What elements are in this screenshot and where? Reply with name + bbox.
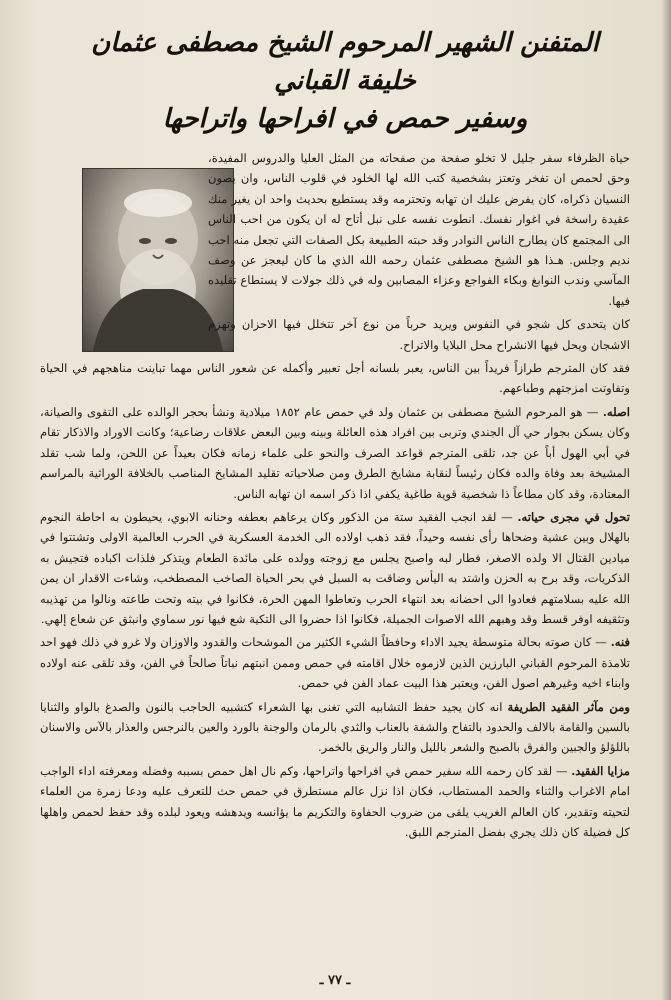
section-virtues-heading: مزايا الفقيد. xyxy=(571,763,630,778)
section-art: فنه. — كان صوته بحالة متوسطة يجيد الاداء وحافظاً الشيء الكثير من الموشحات والقدود والاوزان ولا غرو في ذلك فهو احد تلامذة المرحوم القباني البارزين الذين لازموه خلال اقامته في حمص وممن انبتهم نباتاً صالحاً في الفن، وقد تلقى عنه اولاده وابناء اخيه وغيرهم اصول الفن، ويعتبر هذا البيت عماد الفن في حمص. xyxy=(40,635,630,691)
section-turning-point-text: لقد انجب الفقيد ستة من الذكور وكان يرعاهم بعطفه وحنانه الابوي، يحيطون به احاطة النجوم بالهلال وبين عشية وضحاها رأى نفسه وحيداً، فقد ذهب اولاده الى الخدمة العسكرية في الحرب العالمية الاولى وتشتتوا في ميادين القتال الا ولده الاصغر، فطار لبه واصبح يجلس مع زوجته وولده على مائدة الطعام ويتذكر فلذات اكباده فتجيش به الذكريات، وقد برح به الحزن واشتد به اليأس وضاقت به السبل في بحر الحياة الصاخب المصطخب، وشاءت الاقدار ان يمن الله عليه بسلامتهم فعادوا الى احضانه بعد انتهاء الحرب وتعاطوا المهن الحرة، فكانوا في بيته وتحت طاعته ونالوا من تهذيبه وتثقيفه اوفر قسط وقد وهبهم الله الاصوات الجميلة، فكانوا اذا حضروا الى التكية شع فيها نور سماوي وانبثق عن شعاع إلهي. xyxy=(40,509,630,626)
intro-paragraph-2: كان يتحدى كل شجو في النفوس ويريد حرباً من نوع آخر تتخلل فيها الاحزان وتهزم الاشجان ويحل فيها الانشراح محل البلايا والاتراح. xyxy=(208,317,630,352)
section-virtues: مزايا الفقيد. — لقد كان رحمه الله سفير حمص في افراحها واتراحها، وكم نال اهل حمص بسببه وفضله ومعرفته اداء الواجب امام الاغراب والثناء والحمد المستطاب، فكان اذا نزل عالم مستطرق في حمص حث للتعرف عليه ودعا زمرة من العلماء لتحيته وتقدير، كان العالم الغريب يلقى من ضروب الحفاوة والتكريم ما يؤانسه ويدهشه ويعود لبلده وقد حفظ لحمص واهلها كل فضيلة كان ذلك يجري بفضل المترجم اللبق. xyxy=(40,763,630,839)
binding-shadow xyxy=(661,0,671,1000)
page-number: ـ ٧٧ ـ xyxy=(319,973,351,988)
section-turning-point: تحول في مجرى حياته. — لقد انجب الفقيد ستة من الذكور وكان يرعاهم بعطفه وحنانه الابوي، يحيطون به احاطة النجوم بالهلال وبين عشية وضحاها رأى نفسه وحيداً، فقد ذهب اولاده الى الخدمة العسكرية في الحرب العالمية الاولى وتشتتوا في ميادين القتال الا ولده الاصغر، فطار لبه واصبح يجلس مع زوجته وولده على مائدة الطعام ويتذكر فلذات اكباده فتجيش به الذكريات، وقد برح به الحزن واشتد به اليأس وضاقت به السبل في بحر الحياة الصاخب المصطخب، وشاءت الاقدار ان يمن الله عليه بسلامتهم فعادوا الى احضانه بعد انتهاء الحرب وتعاطوا المهن الحرة، فكانوا في بيته وتحت طاعته ونالوا من تهذيبه وتثقيفه اوفر قسط وقد وهبهم الله الاصوات الجميلة، فكانوا اذا حضروا الى التكية شع فيها نور سماوي وانبثق عن شعاع إلهي. xyxy=(40,509,631,626)
section-anecdotes xyxy=(40,697,630,758)
section-virtues-text: لقد كان رحمه الله سفير حمص في افراحها واتراحها، وكم نال اهل حمص بسببه وفضله ومعرفته اداء الواجب امام الاغراب والثناء والحمد المستطاب، فكان اذا نزل عالم مستطرق في حمص حث للتعرف عليه ودعا زمرة من العلماء لتحيته وتقدير، كان العالم الغريب يلقى من ضروب الحفاوة والتكريم ما يؤانسه ويدهشه ويعود لبلده وقد حفظ لحمص واهلها كل فضيلة كان ذلك يجري بفضل المترجم اللبق. xyxy=(40,763,630,839)
section-turning-point-heading: تحول في مجرى حياته. xyxy=(517,509,631,524)
section-art-text: كان صوته بحالة متوسطة يجيد الاداء وحافظاً الشيء الكثير من الموشحات والقدود والاوزان ولا غرو في ذلك فهو احد تلامذة المرحوم القباني البارزين الذين لازموه خلال اقامته في حمص وممن انبتهم نباتاً صالحاً في الفن، وقد تلقى عنه اولاده وابناء اخيه وغيرهم اصول الفن، ويعتبر هذا البيت عماد الفن في حمص. xyxy=(40,635,630,691)
section-origin-text: هو المرحوم الشيخ مصطفى بن عثمان ولد في حمص عام ١٨٥٢ ميلادية ونشأ بحجر الوالده على التقوى والصيانة، وكان يسكن بجوار حي آل الجندي وتربى بين افراد هذه العائلة وبينه وبين البعض علاقات رضاعية؛ وكانت الاوراد والاذكار تقام في أبي الهول أباً عن جد، تلقى المترجم قواعد الصرف والنحو على علماء زمانه فكان بعيداً عن اللحن، ولما شب تقلد المشيخة بعد وفاة والده فكان رئيساً لنقابة مشايخ الطرق ومن صلاحياته تقليد المشايخ المناصب بالخلافة الوراثية بالمراسم المعتادة، وقد كان مطاعاً ذا شخصية قوية طاغية يكفي اذا ذكر اسمه ان تهابه الناس. xyxy=(40,404,630,501)
title-line-1: المتفنن الشهير المرحوم الشيخ مصطفى عثمان خليفة القباني xyxy=(91,28,599,96)
section-anecdotes-heading: ومن مآثر الفقيد الطريفة xyxy=(507,699,630,714)
section-art-heading: فنه. xyxy=(610,635,630,650)
intro-paragraph-1: حياة الظرفاء سفر جليل لا تخلو صفحة من صفحاته من المثل العليا والدروس المفيدة، وحق لحمص ان تفخر وتعتز بشخصية كتب الله لها الخلود في قلوب الناس، وان يصون النسيان ذكراه، كان يفرض عليك ان تهابه وتحترمه وقد يستطيع بحديث واحد ان يغير منك عقيدة راسخة في اغوار نفسك. انطوت نفسه على نبل أتاح له ان يكون من احب الناس الى المجتمع كان يطارح الناس النوادر وقد حبته الطبيعة بكل الصفات التي تجعل منه احب نديم وجلس. هـذا هو الشيخ مصطفى عثمان رحمه الله الذي ما كان ليعجز عن وصف المآسي وندب النوابغ وبكاء الفواجع وعزاء المصابين وله في ذلك جولات لا يستطاع تقليده فيها. xyxy=(208,151,630,308)
article-body xyxy=(40,148,630,845)
section-origin-heading: اصله. xyxy=(602,404,631,419)
title-line-2: وسفير حمص في افراحها واتراحها xyxy=(162,104,528,134)
section-origin: اصله. — هو المرحوم الشيخ مصطفى بن عثمان ولد في حمص عام ١٨٥٢ ميلادية ونشأ بحجر الوالده على التقوى والصيانة، وكان يسكن بجوار حي آل الجندي وتربى بين افراد هذه العائلة وبينه وبين البعض علاقات رضاعية؛ وكانت الاوراد والاذكار تقام في أبي الهول أباً عن جد، تلقى المترجم قواعد الصرف والنحو على علماء زمانه فكان بعيداً عن اللحن، ولما شب تقلد المشيخة بعد وفاة والده فكان رئيساً لنقابة مشايخ الطرق ومن صلاحياته تقليد المشايخ المناصب بالخلافة الوراثية بالمراسم المعتادة، وقد كان مطاعاً ذا شخصية قوية طاغية يكفي اذا ذكر اسمه ان تهابه الناس. xyxy=(40,404,631,501)
section-anecdotes-text: انه كان يجيد حفظ التشابيه التي تغنى بها الشعراء كتشبيه الحاجب بالنون والصدغ بالواو والثنايا بالسين والقامة بالالف والحدود بالتفاح والشفة بالعناب والثدي بالرمان والوجنة بالورد والعين بالنرجس والعذار بالآس والاسنان باللؤلؤ والجبين والفرق بالصبح والشعر بالليل والنار والريق بالخمر. xyxy=(40,699,630,755)
intro-paragraph-3: فقد كان المترجم طرازاً فريداً بين الناس، يعبر بلسانه أجل تعبير وأكمله عن شعور الناس مهما تباينت مناهجهم في الحياة وتفاوتت امزجتهم وطباعهم. xyxy=(40,361,630,396)
article-title xyxy=(60,24,630,138)
